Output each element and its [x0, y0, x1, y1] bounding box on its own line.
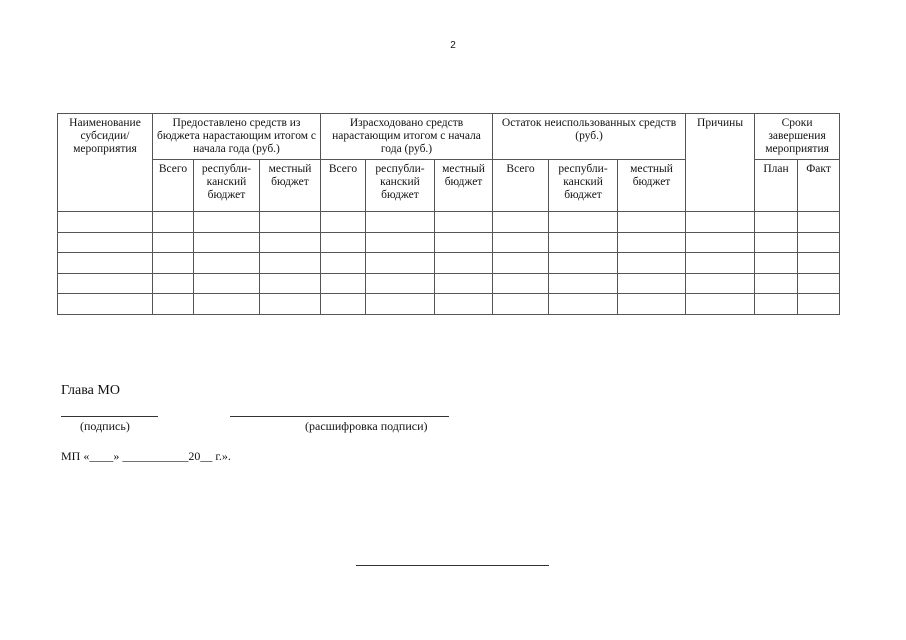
signature-decode-line — [230, 416, 449, 417]
table-row — [58, 294, 840, 315]
table-cell — [755, 232, 798, 253]
table-cell — [366, 273, 435, 294]
signature-line — [61, 416, 158, 417]
table-cell — [260, 294, 321, 315]
header-spent-republican: республи-канский бюджет — [366, 160, 435, 212]
table-cell — [493, 232, 549, 253]
table-cell — [58, 212, 153, 233]
table-cell — [549, 232, 618, 253]
table-cell — [549, 253, 618, 274]
table-cell — [798, 232, 840, 253]
header-spent-total: Всего — [321, 160, 366, 212]
table-cell — [435, 232, 493, 253]
table-cell — [493, 273, 549, 294]
table-cell — [755, 294, 798, 315]
table-row — [58, 212, 840, 233]
chief-title: Глава МО — [61, 383, 120, 398]
table-cell — [194, 294, 260, 315]
table-cell — [755, 273, 798, 294]
table-cell — [549, 212, 618, 233]
table-cell — [493, 212, 549, 233]
bottom-rule — [356, 565, 549, 566]
table-cell — [686, 273, 755, 294]
table-cell — [435, 212, 493, 233]
report-table — [57, 113, 840, 315]
table-cell — [260, 253, 321, 274]
table-cell — [686, 212, 755, 233]
table-cell — [194, 253, 260, 274]
table-cell — [58, 232, 153, 253]
table-cell — [798, 273, 840, 294]
header-provided-total: Всего — [153, 160, 194, 212]
table-cell — [153, 212, 194, 233]
header-provided: Предоставлено средств из бюджета нарастающим итогом с начала года (руб.) — [153, 114, 321, 160]
page-number: 2 — [450, 40, 456, 51]
signature-decode-caption: (расшифровка подписи) — [305, 419, 428, 433]
table-cell — [755, 212, 798, 233]
table-cell — [321, 232, 366, 253]
table-cell — [366, 294, 435, 315]
table-cell — [58, 273, 153, 294]
table-cell — [549, 294, 618, 315]
table-cell — [366, 253, 435, 274]
table-cell — [366, 212, 435, 233]
table-cell — [618, 253, 686, 274]
stamp-date-line: МП «____» ___________20__ г.». — [61, 449, 231, 463]
table-cell — [686, 253, 755, 274]
header-remainder-total: Всего — [493, 160, 549, 212]
header-remainder: Остаток неиспользованных средств (руб.) — [493, 114, 686, 160]
table-cell — [618, 212, 686, 233]
table-cell — [686, 232, 755, 253]
header-remainder-local: местный бюджет — [618, 160, 686, 212]
table-cell — [58, 294, 153, 315]
table-cell — [435, 273, 493, 294]
table-cell — [549, 273, 618, 294]
table-cell — [618, 273, 686, 294]
table-cell — [755, 253, 798, 274]
table-cell — [435, 294, 493, 315]
header-provided-republican: республи-канский бюджет — [194, 160, 260, 212]
table-cell — [260, 212, 321, 233]
table-body — [58, 212, 840, 315]
table-row — [58, 253, 840, 274]
header-fact: Факт — [798, 160, 840, 212]
header-spent: Израсходовано средств нарастающим итогом с начала года (руб.) — [321, 114, 493, 160]
header-remainder-republican: республи-канский бюджет — [549, 160, 618, 212]
table-cell — [194, 232, 260, 253]
table-row — [58, 232, 840, 253]
table-cell — [366, 232, 435, 253]
signature-caption: (подпись) — [80, 419, 130, 433]
header-row-1 — [58, 114, 840, 160]
header-provided-local: местный бюджет — [260, 160, 321, 212]
table-cell — [194, 273, 260, 294]
table-cell — [493, 253, 549, 274]
table-cell — [153, 273, 194, 294]
table-cell — [153, 232, 194, 253]
table-cell — [260, 232, 321, 253]
table-cell — [321, 294, 366, 315]
table-cell — [194, 212, 260, 233]
table-cell — [798, 294, 840, 315]
table-cell — [618, 294, 686, 315]
table-cell — [686, 294, 755, 315]
table-cell — [260, 273, 321, 294]
header-plan: План — [755, 160, 798, 212]
table-cell — [798, 253, 840, 274]
header-terms: Сроки завершения мероприятия — [755, 114, 840, 160]
table-row — [58, 273, 840, 294]
table-cell — [58, 253, 153, 274]
table-cell — [435, 253, 493, 274]
table-cell — [321, 253, 366, 274]
header-reasons: Причины — [686, 114, 755, 212]
table-cell — [153, 294, 194, 315]
table-cell — [321, 212, 366, 233]
table-cell — [618, 232, 686, 253]
table-cell — [493, 294, 549, 315]
table-cell — [153, 253, 194, 274]
table-cell — [798, 212, 840, 233]
table-cell — [321, 273, 366, 294]
header-spent-local: местный бюджет — [435, 160, 493, 212]
header-name: Наименование субсидии/ мероприятия — [58, 114, 153, 212]
